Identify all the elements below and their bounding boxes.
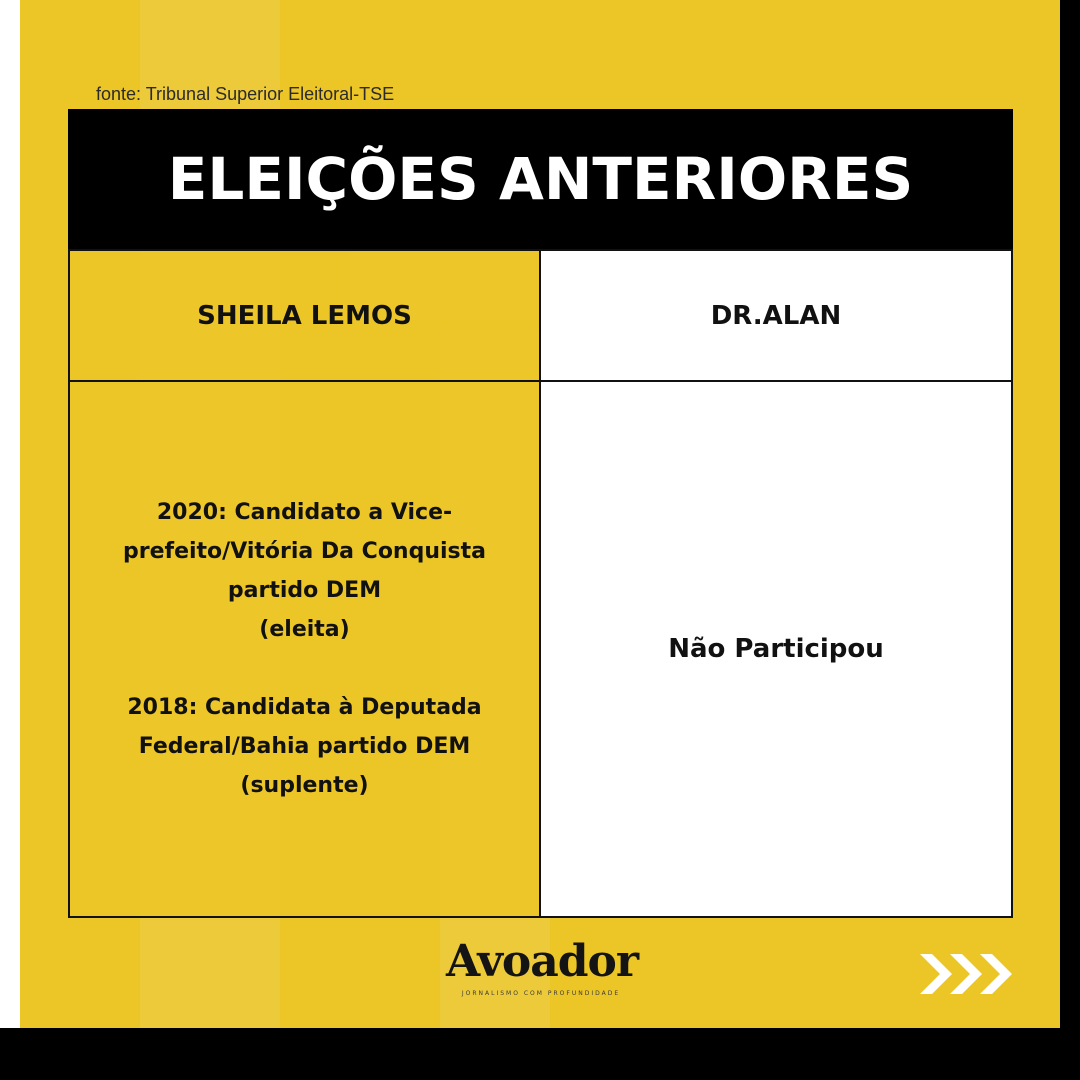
right-edge-strip bbox=[1060, 0, 1080, 1028]
entry-line: partido DEM bbox=[227, 578, 382, 603]
header-cell-sheila-lemos: SHEILA LEMOS bbox=[70, 251, 541, 382]
entry-line: Federal/Bahia partido DEM bbox=[138, 734, 471, 759]
comparison-table bbox=[68, 249, 1013, 918]
election-entry-2020 bbox=[123, 493, 486, 649]
entry-line: (eleita) bbox=[259, 617, 350, 642]
logo-wordmark: Avoador bbox=[446, 936, 639, 987]
body-cell-sheila-lemos bbox=[70, 382, 541, 916]
entry-line: 2018: Candidata à Deputada bbox=[127, 695, 482, 720]
entry-line: prefeito/Vitória Da Conquista bbox=[122, 539, 487, 564]
logo-tagline: JORNALISMO COM PROFUNDIDADE bbox=[461, 990, 621, 997]
page-title: ELEIÇÕES ANTERIORES bbox=[167, 145, 914, 213]
election-entry-2018 bbox=[127, 688, 481, 805]
entry-line: (suplente) bbox=[240, 773, 369, 798]
entry-line: 2020: Candidato a Vice- bbox=[156, 500, 453, 525]
header-cell-dr-alan: DR.ALAN bbox=[541, 251, 1011, 382]
title-bar bbox=[68, 109, 1013, 249]
chevrons-right-icon[interactable] bbox=[918, 948, 1016, 1000]
avoador-logo bbox=[446, 936, 639, 1006]
body-cell-dr-alan: Não Participou bbox=[541, 382, 1011, 916]
source-caption: fonte: Tribunal Superior Eleitoral-TSE bbox=[96, 84, 395, 104]
bottom-bar bbox=[0, 1028, 1080, 1080]
